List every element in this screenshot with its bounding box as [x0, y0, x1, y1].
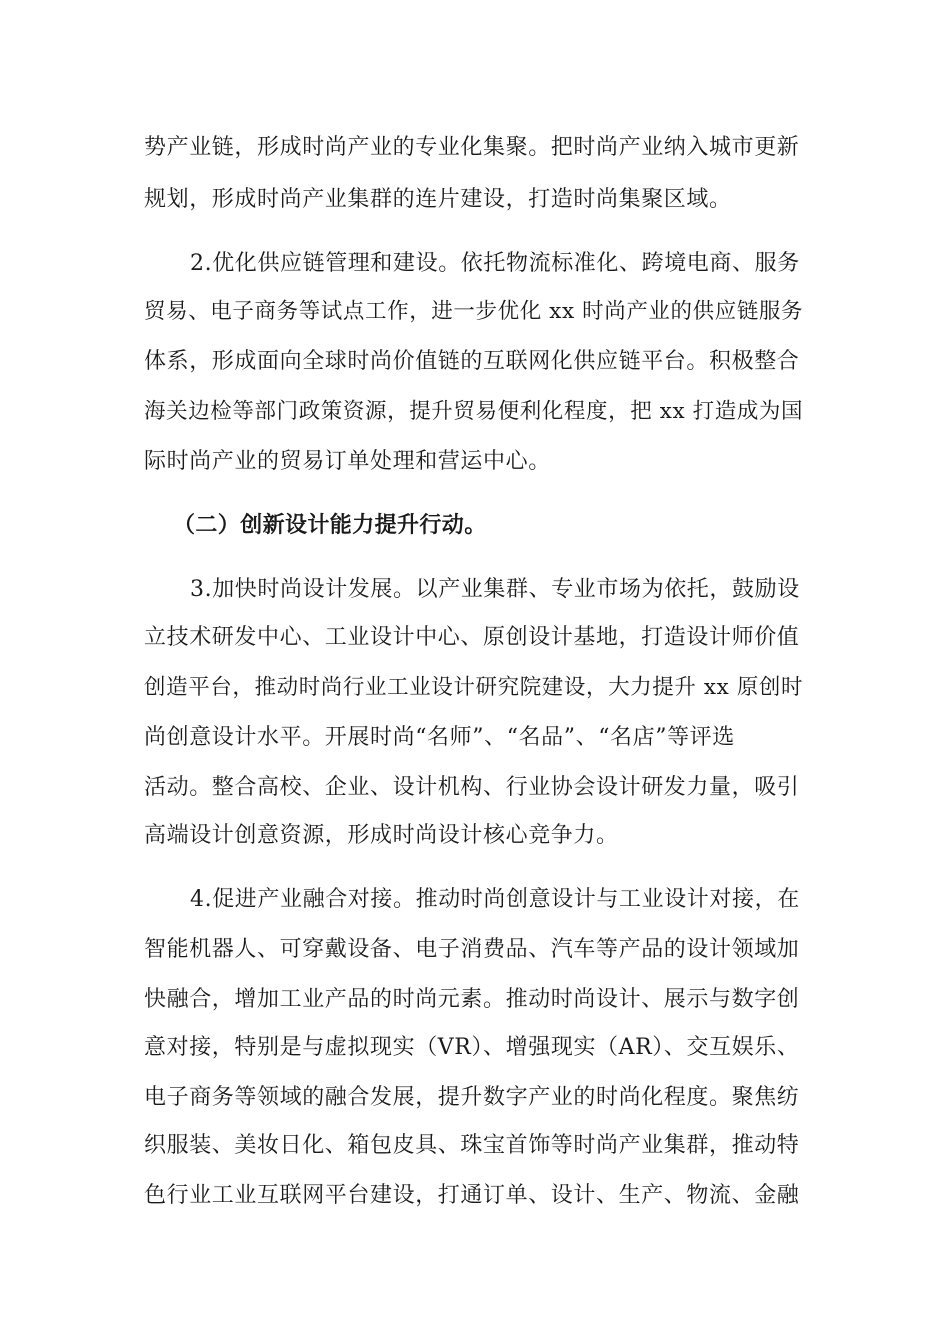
paragraph-line: 际时尚产业的贸易订单处理和营运中心。 [144, 449, 551, 474]
paragraph-line: 活动。整合高校、企业、设计机构、行业协会设计研发力量，吸引 [144, 775, 800, 800]
paragraph-line: 贸易、电子商务等试点工作，进一步优化 xx 时尚产业的供应链服务 [144, 299, 804, 324]
paragraph-line: 快融合，增加工业产品的时尚元素。推动时尚设计、展示与数字创 [144, 987, 800, 1012]
paragraph-line: 势产业链，形成时尚产业的专业化集聚。把时尚产业纳入城市更新 [144, 135, 800, 160]
paragraph-line: 3.加快时尚设计发展。以产业集群、专业市场为依托，鼓励设 [190, 577, 800, 602]
paragraph-line: 智能机器人、可穿戴设备、电子消费品、汽车等产品的设计领域加 [144, 937, 800, 962]
paragraph-line: 织服装、美妆日化、箱包皮具、珠宝首饰等时尚产业集群，推动特 [144, 1133, 800, 1158]
paragraph-line: 电子商务等领域的融合发展，提升数字产业的时尚化程度。聚焦纺 [144, 1085, 800, 1110]
paragraph-line: 创造平台，推动时尚行业工业设计研究院建设，大力提升 xx 原创时 [144, 675, 804, 700]
paragraph-line: 意对接，特别是与虚拟现实（VR）、增强现实（AR）、交互娱乐、 [144, 1035, 800, 1060]
paragraph-line: 规划，形成时尚产业集群的连片建设，打造时尚集聚区域。 [144, 187, 732, 212]
section-heading: （二）创新设计能力提升行动。 [173, 513, 487, 538]
paragraph-line: 2.优化供应链管理和建设。依托物流标准化、跨境电商、服务 [190, 251, 800, 276]
paragraph-line: 尚创意设计水平。开展时尚“名师”、“名品”、“名店”等评选 [144, 725, 735, 750]
paragraph-line: 海关边检等部门政策资源，提升贸易便利化程度，把 xx 打造成为国 [144, 399, 804, 424]
paragraph-line: 体系，形成面向全球时尚价值链的互联网化供应链平台。积极整合 [144, 349, 800, 374]
paragraph-line: 色行业工业互联网平台建设，打通订单、设计、生产、物流、金融 [144, 1183, 800, 1208]
paragraph-line: 4.促进产业融合对接。推动时尚创意设计与工业设计对接，在 [190, 887, 800, 912]
paragraph-line: 立技术研发中心、工业设计中心、原创设计基地，打造设计师价值 [144, 625, 800, 650]
paragraph-line: 高端设计创意资源，形成时尚设计核心竞争力。 [144, 823, 619, 848]
